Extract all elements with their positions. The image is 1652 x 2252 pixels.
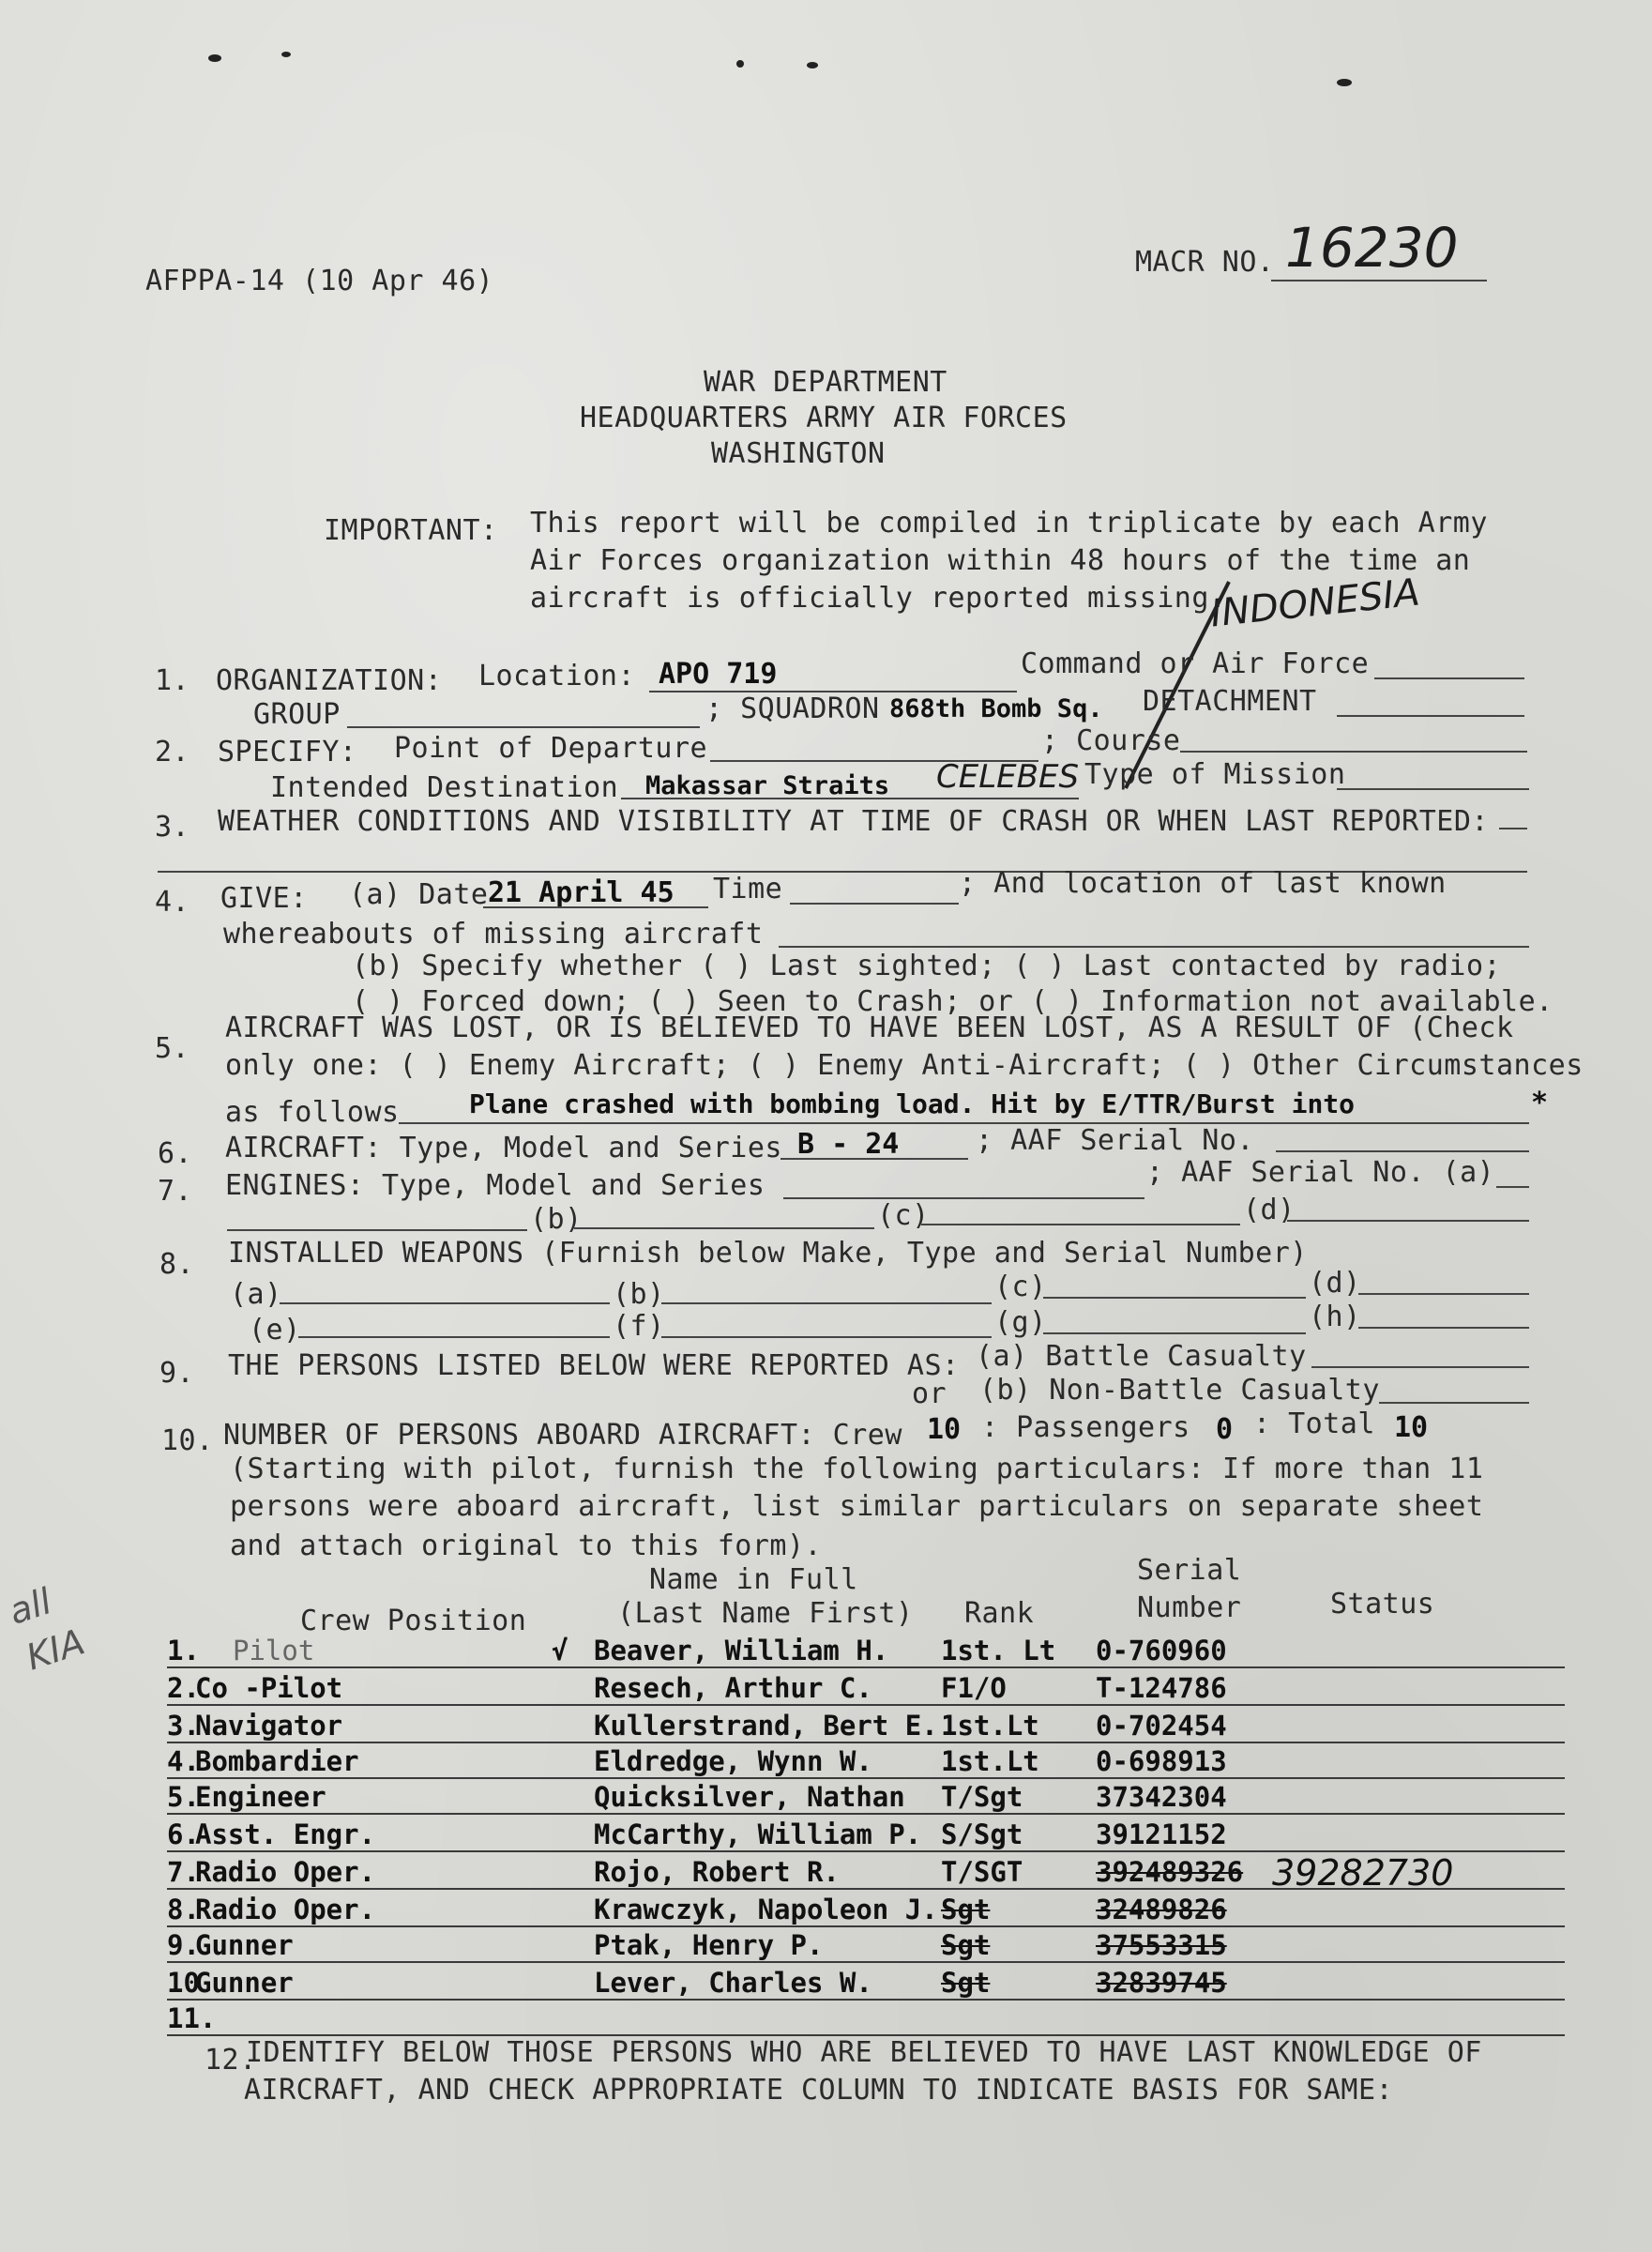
s5-value: Plane crashed with bombing load. Hit by E/TTR/Burst into <box>469 1088 1356 1119</box>
crew-name: Rojo, Robert R. <box>594 1856 840 1888</box>
s2-label: SPECIFY: <box>218 736 357 768</box>
important-label: IMPORTANT: <box>324 514 498 547</box>
s5-asterisk: * <box>1531 1087 1549 1119</box>
crew-row <box>167 1712 1565 1743</box>
header-name-line2: (Last Name First) <box>617 1597 914 1630</box>
row-rule <box>167 1961 1565 1963</box>
row-rule <box>167 1742 1565 1743</box>
s5-line2: only one: ( ) Enemy Aircraft; ( ) Enemy Anti-Aircraft; ( ) Other Circumstances <box>225 1049 1584 1082</box>
s8-c: (c) <box>994 1271 1047 1303</box>
crew-position: Gunner <box>195 1967 294 1999</box>
field-line <box>661 1336 992 1338</box>
header-crew-position: Crew Position <box>300 1605 527 1637</box>
field-line <box>1043 1297 1306 1299</box>
s7-number: 7. <box>158 1175 193 1208</box>
crew-rank: T/Sgt <box>941 1781 1023 1813</box>
field-line <box>574 1227 874 1229</box>
field-line <box>1374 677 1524 679</box>
header-serial-line1: Serial <box>1137 1554 1242 1587</box>
crew-position: Engineer <box>195 1781 326 1813</box>
crew-rank: Sgt <box>941 1894 991 1925</box>
s8-label: INSTALLED WEAPONS (Furnish below Make, Type and Serial Number) <box>228 1237 1308 1270</box>
scan-speck <box>281 52 291 57</box>
crew-serial: 0-698913 <box>1096 1745 1227 1777</box>
s7-serial-label: ; AAF Serial No. (a) <box>1146 1156 1495 1189</box>
crew-name: Eldredge, Wynn W. <box>594 1745 872 1777</box>
field-line <box>1276 1150 1529 1152</box>
crew-row-number: 3. <box>167 1710 200 1742</box>
s10-crew: 10 <box>927 1413 962 1446</box>
s4-date-label: (a) Date <box>349 878 489 911</box>
crew-row <box>167 2004 1565 2036</box>
s8-a: (a) <box>230 1278 282 1311</box>
header-line2: HEADQUARTERS ARMY AIR FORCES <box>580 402 1068 434</box>
field-line <box>399 1122 1529 1124</box>
header-name-line1: Name in Full <box>649 1563 858 1596</box>
s12-line2: AIRCRAFT, AND CHECK APPROPRIATE COLUMN TO INDICATE BASIS FOR SAME: <box>244 2074 1394 2107</box>
crew-position: Radio Oper. <box>195 1856 376 1888</box>
s5-number: 5. <box>155 1032 190 1065</box>
s8-e: (e) <box>249 1314 301 1347</box>
margin-note-all: all <box>4 1580 57 1633</box>
s4-date-value: 21 April 45 <box>488 876 674 909</box>
field-line <box>1180 751 1527 753</box>
field-line <box>1379 1402 1529 1404</box>
check-mark-icon: √ <box>552 1635 568 1666</box>
s5-as-follows: as follows <box>225 1096 400 1129</box>
crew-row-number: 8. <box>167 1894 200 1925</box>
row-rule <box>167 1777 1565 1779</box>
header-line3: WASHINGTON <box>711 437 886 470</box>
s8-number: 8. <box>159 1248 195 1281</box>
crew-name: Krawczyk, Napoleon J. <box>594 1894 938 1925</box>
s2-destination-value: Makassar Straits <box>645 771 890 800</box>
field-line <box>1358 1327 1529 1329</box>
s12-number: 12. <box>205 2044 257 2077</box>
macr-label: MACR NO. <box>1135 246 1275 279</box>
s10-total: 10 <box>1394 1411 1429 1444</box>
crew-serial: 37342304 <box>1096 1781 1227 1813</box>
crew-position: Navigator <box>195 1710 343 1742</box>
s9-label: THE PERSONS LISTED BELOW WERE REPORTED AS: <box>228 1349 960 1382</box>
crew-row-number: 9. <box>167 1929 200 1961</box>
crew-position: Gunner <box>195 1929 294 1961</box>
crew-name: Quicksilver, Nathan <box>594 1781 905 1813</box>
crew-serial: 32489826 <box>1096 1894 1227 1925</box>
crew-rank: Sgt <box>941 1967 991 1999</box>
important-line2: Air Forces organization within 48 hours of the time an <box>530 544 1471 577</box>
macr-number: 16230 <box>1285 216 1459 280</box>
field-line <box>347 726 700 728</box>
s6-value: B - 24 <box>797 1128 900 1161</box>
s4-b-line1: (b) Specify whether ( ) Last sighted; ( ) Last contacted by radio; <box>352 950 1502 982</box>
crew-rank: 1st.Lt <box>941 1710 1039 1742</box>
s1-location-value: APO 719 <box>659 658 778 691</box>
s4-location-text: ; And location of last known <box>959 867 1447 900</box>
field-line <box>1496 1186 1529 1188</box>
crew-position: Radio Oper. <box>195 1894 376 1925</box>
scan-speck <box>807 62 818 68</box>
crew-name: Kullerstrand, Bert E. <box>594 1710 938 1742</box>
field-line <box>1499 828 1527 829</box>
crew-rank: F1/O <box>941 1672 1007 1704</box>
s10-line4: and attach original to this form). <box>230 1529 823 1562</box>
crew-position: Bombardier <box>195 1745 359 1777</box>
crew-row <box>167 1820 1565 1852</box>
crew-rank: 1st.Lt <box>941 1745 1039 1777</box>
row-rule <box>167 1888 1565 1890</box>
s10-label: NUMBER OF PERSONS ABOARD AIRCRAFT: Crew <box>223 1419 902 1452</box>
crew-serial: 32839745 <box>1096 1967 1227 1999</box>
s4-number: 4. <box>155 886 190 919</box>
row-rule <box>167 1666 1565 1668</box>
s3-label: WEATHER CONDITIONS AND VISIBILITY AT TIME OF CRASH OR WHEN LAST REPORTED: <box>218 805 1489 838</box>
crew-serial-handwritten: 39282730 <box>1272 1852 1454 1894</box>
s6-number: 6. <box>158 1137 193 1170</box>
crew-row-number: 1. <box>167 1635 200 1666</box>
row-rule <box>167 1813 1565 1815</box>
crew-rank: Sgt <box>941 1929 991 1961</box>
crew-row <box>167 1636 1565 1668</box>
s10-total-label: : Total <box>1253 1408 1375 1440</box>
s1-location-label: Location: <box>478 660 636 692</box>
crew-position: Asst. Engr. <box>195 1818 376 1850</box>
crew-rank: S/Sgt <box>941 1818 1023 1850</box>
s10-line3: persons were aboard aircraft, list similar particulars on separate sheet <box>230 1490 1484 1523</box>
crew-name: Beaver, William H. <box>594 1635 889 1666</box>
s8-h: (h) <box>1309 1301 1361 1333</box>
s9-number: 9. <box>159 1357 195 1390</box>
header-rank: Rank <box>964 1597 1035 1630</box>
header-line1: WAR DEPARTMENT <box>704 366 947 399</box>
crew-position: Co -Pilot <box>195 1672 343 1704</box>
s9-a: (a) Battle Casualty <box>976 1340 1307 1373</box>
s1-detachment-label: DETACHMENT <box>1143 685 1317 718</box>
crew-row-number: 4. <box>167 1745 200 1777</box>
s10-passengers: 0 <box>1216 1413 1234 1446</box>
header-serial-line2: Number <box>1137 1591 1242 1624</box>
crew-row <box>167 1969 1565 2001</box>
crew-serial: 39121152 <box>1096 1818 1227 1850</box>
crew-rank: 1st. Lt <box>941 1635 1056 1666</box>
field-line <box>227 1229 527 1231</box>
s7-b: (b) <box>530 1203 583 1236</box>
row-rule <box>167 1704 1565 1706</box>
s3-number: 3. <box>155 811 190 844</box>
crew-row-number: 2. <box>167 1672 200 1704</box>
crew-row <box>167 1783 1565 1815</box>
s1-number: 1. <box>155 664 190 697</box>
s2-number: 2. <box>155 736 190 768</box>
field-line <box>783 1197 1144 1199</box>
crew-name: Ptak, Henry P. <box>594 1929 824 1961</box>
crew-name: Lever, Charles W. <box>594 1967 872 1999</box>
field-line <box>298 1336 610 1338</box>
crew-row-number: 6. <box>167 1818 200 1850</box>
margin-note-kia: KIA <box>21 1621 90 1679</box>
macr-underline <box>1271 280 1487 282</box>
crew-row <box>167 1895 1565 1927</box>
crew-row <box>167 1852 1565 1894</box>
crew-row <box>167 1674 1565 1706</box>
crew-name: McCarthy, William P. <box>594 1818 922 1850</box>
s9-or: or <box>912 1377 947 1410</box>
field-line <box>779 946 1529 948</box>
s2-course-label: ; Course <box>1041 724 1181 757</box>
field-line <box>1337 788 1529 790</box>
s4-b-line2: ( ) Forced down; ( ) Seen to Crash; or ( ) Information not available. <box>352 985 1553 1018</box>
s7-c: (c) <box>877 1199 930 1232</box>
crew-row-number: 7. <box>167 1856 200 1888</box>
field-line <box>661 1302 992 1304</box>
scan-speck <box>208 54 221 62</box>
field-line <box>1043 1332 1306 1334</box>
s4-whereabouts: whereabouts of missing aircraft <box>223 918 764 951</box>
field-line <box>921 1224 1240 1225</box>
crew-serial: 0-702454 <box>1096 1710 1227 1742</box>
field-line <box>483 906 708 908</box>
s1-group-label: GROUP <box>253 698 341 731</box>
handwritten-country: INDONESIA <box>1208 571 1422 636</box>
s1-command-label: Command or Air Force <box>1021 647 1370 680</box>
s10-number: 10. <box>161 1424 214 1457</box>
s10-line2: (Starting with pilot, furnish the following particulars: If more than 11 <box>230 1453 1484 1485</box>
s8-g: (g) <box>994 1306 1047 1339</box>
s8-b: (b) <box>613 1278 665 1311</box>
crew-rank: T/SGT <box>941 1856 1023 1888</box>
s6-serial-label: ; AAF Serial No. <box>976 1124 1254 1157</box>
field-line <box>1358 1293 1529 1295</box>
crew-serial: 37553315 <box>1096 1929 1227 1961</box>
s4-time-label: Time <box>713 873 783 905</box>
s1-squadron-label: ; SQUADRON <box>705 692 880 725</box>
s1-label: ORGANIZATION: <box>216 664 443 697</box>
field-line <box>621 798 1079 799</box>
important-line3: aircraft is officially reported missing. <box>530 582 1227 615</box>
s2-mission-label: Type of Mission <box>1084 758 1346 791</box>
s6-label: AIRCRAFT: Type, Model and Series <box>225 1132 782 1164</box>
s4-label: GIVE: <box>220 882 308 915</box>
crew-row <box>167 1931 1565 1963</box>
crew-row-number: 10 <box>167 1967 200 1999</box>
field-line <box>1311 1366 1529 1368</box>
crew-name: Resech, Arthur C. <box>594 1672 872 1704</box>
scan-speck <box>736 60 744 68</box>
s8-d: (d) <box>1309 1267 1361 1300</box>
row-rule <box>167 1925 1565 1927</box>
crew-row <box>167 1747 1565 1779</box>
s12-line1: IDENTIFY BELOW THOSE PERSONS WHO ARE BELIEVED TO HAVE LAST KNOWLEDGE OF <box>246 2036 1482 2069</box>
crew-row-number: 11. <box>167 2002 217 2034</box>
s2-departure-label: Point of Departure <box>394 732 708 765</box>
crew-serial: 0-760960 <box>1096 1635 1227 1666</box>
s10-passengers-label: : Passengers <box>981 1411 1190 1444</box>
form-id: AFPPA-14 (10 Apr 46) <box>145 265 494 297</box>
s9-b: (b) Non-Battle Casualty <box>979 1374 1380 1407</box>
s1-squadron-value: 868th Bomb Sq. <box>889 694 1103 723</box>
crew-row-number: 5. <box>167 1781 200 1813</box>
s7-label: ENGINES: Type, Model and Series <box>225 1169 765 1202</box>
field-line <box>1337 715 1524 717</box>
field-line <box>1287 1220 1529 1222</box>
s5-line1: AIRCRAFT WAS LOST, OR IS BELIEVED TO HAVE BEEN LOST, AS A RESULT OF (Check <box>225 1012 1514 1044</box>
crew-position: Pilot <box>233 1635 315 1666</box>
field-line <box>790 903 959 905</box>
field-line <box>280 1302 610 1304</box>
row-rule <box>167 1999 1565 2001</box>
field-line <box>781 1158 968 1160</box>
header-status: Status <box>1330 1588 1435 1621</box>
crew-serial: 392489326 <box>1096 1856 1244 1888</box>
scan-speck <box>1337 79 1352 86</box>
s2-destination-label: Intended Destination <box>270 771 619 804</box>
s7-d: (d) <box>1243 1194 1296 1226</box>
crew-serial: T-124786 <box>1096 1672 1227 1704</box>
s8-f: (f) <box>613 1310 665 1343</box>
s2-destination-handwritten: CELEBES <box>936 758 1080 796</box>
important-line1: This report will be compiled in triplicate by each Army <box>530 507 1488 540</box>
